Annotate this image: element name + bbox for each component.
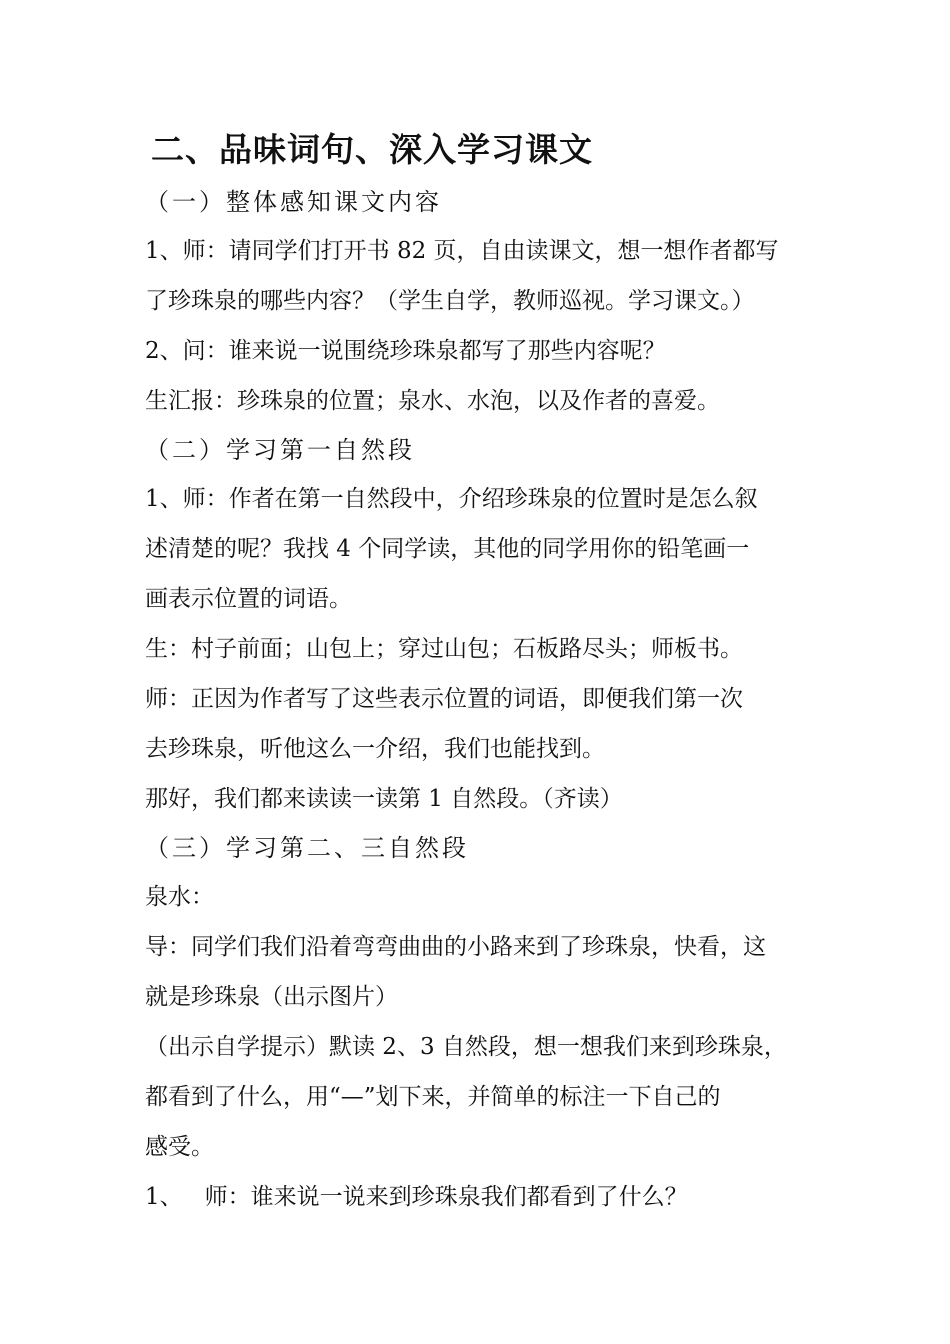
paragraph-line: 师：正因为作者写了这些表示位置的词语，即便我们第一次 bbox=[145, 686, 743, 712]
paragraph-line: 生汇报：珍珠泉的位置；泉水、水泡，以及作者的喜爱。 bbox=[145, 388, 720, 414]
section-heading-3: （三）学习第二、三自然段 bbox=[145, 834, 469, 862]
paragraph-line: 1、师：作者在第一自然段中，介绍珍珠泉的位置时是怎么叙 bbox=[145, 486, 758, 512]
paragraph-line: 都看到了什么，用“—”划下来，并简单的标注一下自己的 bbox=[145, 1084, 721, 1110]
paragraph-line: 述清楚的呢？我找 4 个同学读，其他的同学用你的铅笔画一 bbox=[145, 536, 750, 562]
section-heading-2: （二）学习第一自然段 bbox=[145, 436, 415, 464]
list-number: 1、 bbox=[145, 1184, 183, 1210]
paragraph-line: 泉水： bbox=[145, 884, 214, 910]
paragraph-line: 画表示位置的词语。 bbox=[145, 586, 352, 612]
paragraph-line: （出示自学提示）默读 2、3 自然段，想一想我们来到珍珠泉， bbox=[145, 1034, 787, 1060]
numbered-line bbox=[145, 1172, 825, 1222]
paragraph-line: 1、师：请同学们打开书 82 页，自由读课文，想一想作者都写 bbox=[145, 238, 779, 264]
paragraph-line: 了珍珠泉的哪些内容？（学生自学，教师巡视。学习课文。） bbox=[145, 288, 755, 314]
list-text: 师：谁来说一说来到珍珠泉我们都看到了什么？ bbox=[204, 1184, 688, 1210]
paragraph-line: 去珍珠泉，听他这么一介绍，我们也能找到。 bbox=[145, 736, 605, 762]
section-heading-1: （一）整体感知课文内容 bbox=[145, 188, 442, 216]
paragraph-line: 导：同学们我们沿着弯弯曲曲的小路来到了珍珠泉，快看，这 bbox=[145, 934, 766, 960]
paragraph-line: 生：村子前面；山包上；穿过山包；石板路尽头；师板书。 bbox=[145, 636, 743, 662]
paragraph-line: 那好，我们都来读读一读第 1 自然段。（齐读） bbox=[145, 786, 623, 812]
paragraph-line: 感受。 bbox=[145, 1134, 214, 1160]
paragraph-line: 2、问：谁来说一说围绕珍珠泉都写了那些内容呢？ bbox=[145, 338, 666, 364]
document-body bbox=[145, 122, 825, 1222]
page-title: 二、品味词句、深入学习课文 bbox=[151, 130, 593, 169]
paragraph-line: 就是珍珠泉（出示图片） bbox=[145, 984, 398, 1010]
